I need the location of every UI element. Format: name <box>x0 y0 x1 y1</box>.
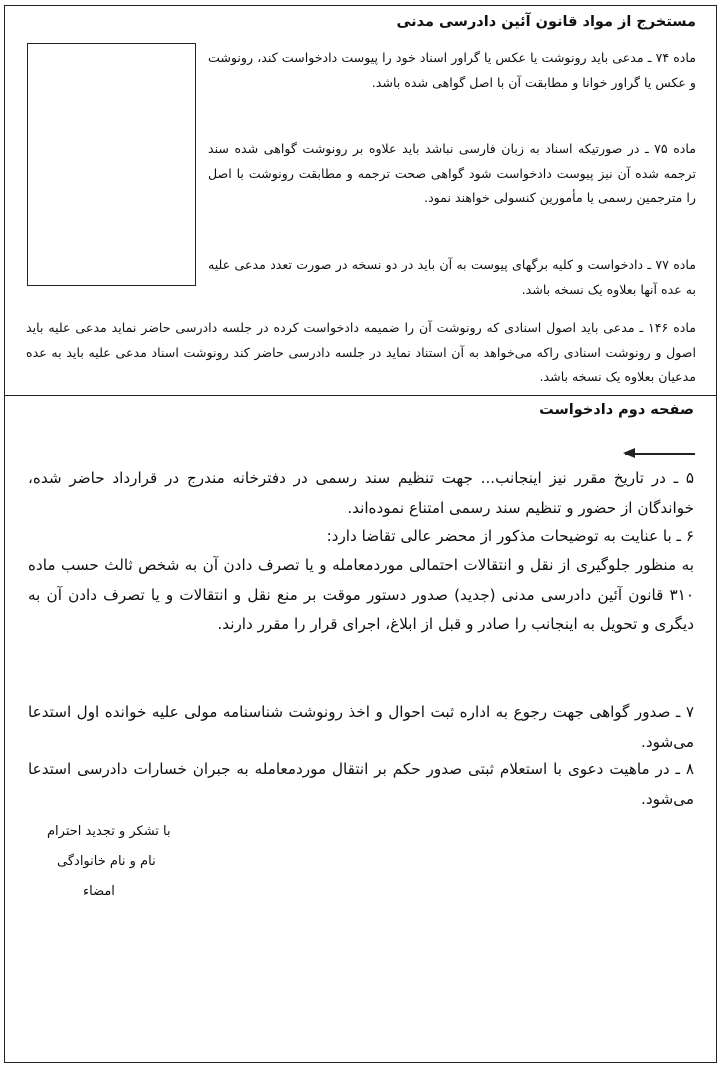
photo-placeholder-box <box>27 43 196 286</box>
item-8: ۸ ـ در ماهیت دعوی با استعلام ثبتی صدور حکم بر انتقال موردمعامله به جبران خسارات دادرسی استدعا می‌شود. <box>28 760 694 808</box>
left-arrow-icon <box>625 453 695 455</box>
article-146: ماده ۱۴۶ ـ مدعی باید اصول اسنادی که رونوشت آن را ضمیمه دادخواست کرده در جلسه دادرسی حاضر نماید مدعی علیه باید اصول و رونوشت اسنادی راکه می‌خواهد به آن استناد نماید در جلسه دادرسی حاضر کند رونوشت اسناد مدعی علیه باید به عده مدعیان بعلاوه یک نسخه باشد. <box>26 320 696 384</box>
item-6-body: به منظور جلوگیری از نقل و انتقالات احتمالی موردمعامله و یا تصرف دادن آن به شخص ثالث حسب ماده ۳۱۰ قانون آئین دادرسی مدنی (جدید) صدور دستور موقت بر منع نقل و انتقالات و یا تصرف دادن آن به دیگری و تحویل به اینجانب را صادر و قبل از ابلاغ، اجرای قرار را مقرر دارند. <box>28 556 694 633</box>
item-7: ۷ ـ صدور گواهی جهت رجوع به اداره ثبت احوال و اخذ رونوشت شناسنامه مولی علیه خوانده اول استدعا می‌شود. <box>28 703 694 751</box>
form-frame <box>4 5 717 1063</box>
article-75: ماده ۷۵ ـ در صورتیکه اسناد به زبان فارسی نباشد باید علاوه بر رونوشت گواهی شده سند ترجمه شده آن نیز پیوست دادخواست شود گواهی صحت ترجمه و مطابقت رونوشت با اصل را مترجمین رسمی یا مأمورین کنسولی خواهند نمود. <box>208 141 696 205</box>
article-74: ماده ۷۴ ـ مدعی باید رونوشت یا عکس یا گراور اسناد خود را پیوست دادخواست کند، رونوشت و عکس یا گراور خوانا و مطابقت آن با اصل گواهی شده باشد. <box>208 50 696 90</box>
excerpt-title: مستخرج از مواد قانون آئین دادرسی مدنی <box>396 14 696 30</box>
closing-line: با تشکر و تجدید احترام <box>47 824 171 839</box>
item-5: ۵ ـ در تاریخ مقرر نیز اینجانب... جهت تنظیم سند رسمی در دفترخانه مندرج در قرارداد حاضر شده، خواندگان از حضور و تنظیم سند رسمی امتناع نموده‌اند. <box>28 469 694 517</box>
second-page-title: صفحه دوم دادخواست <box>539 402 694 418</box>
name-line: نام و نام خانوادگی <box>57 854 156 869</box>
signature-line: امضاء <box>83 884 115 899</box>
item-6-intro: ۶ ـ با عنایت به توضیحات مذکور از محضر عالی تقاضا دارد: <box>326 527 694 545</box>
excerpt-section <box>5 6 716 396</box>
article-77: ماده ۷۷ ـ دادخواست و کلیه برگهای پیوست به آن باید در دو نسخه در صورت تعدد مدعی علیه به عده آنها بعلاوه یک نسخه باشد. <box>208 257 696 297</box>
